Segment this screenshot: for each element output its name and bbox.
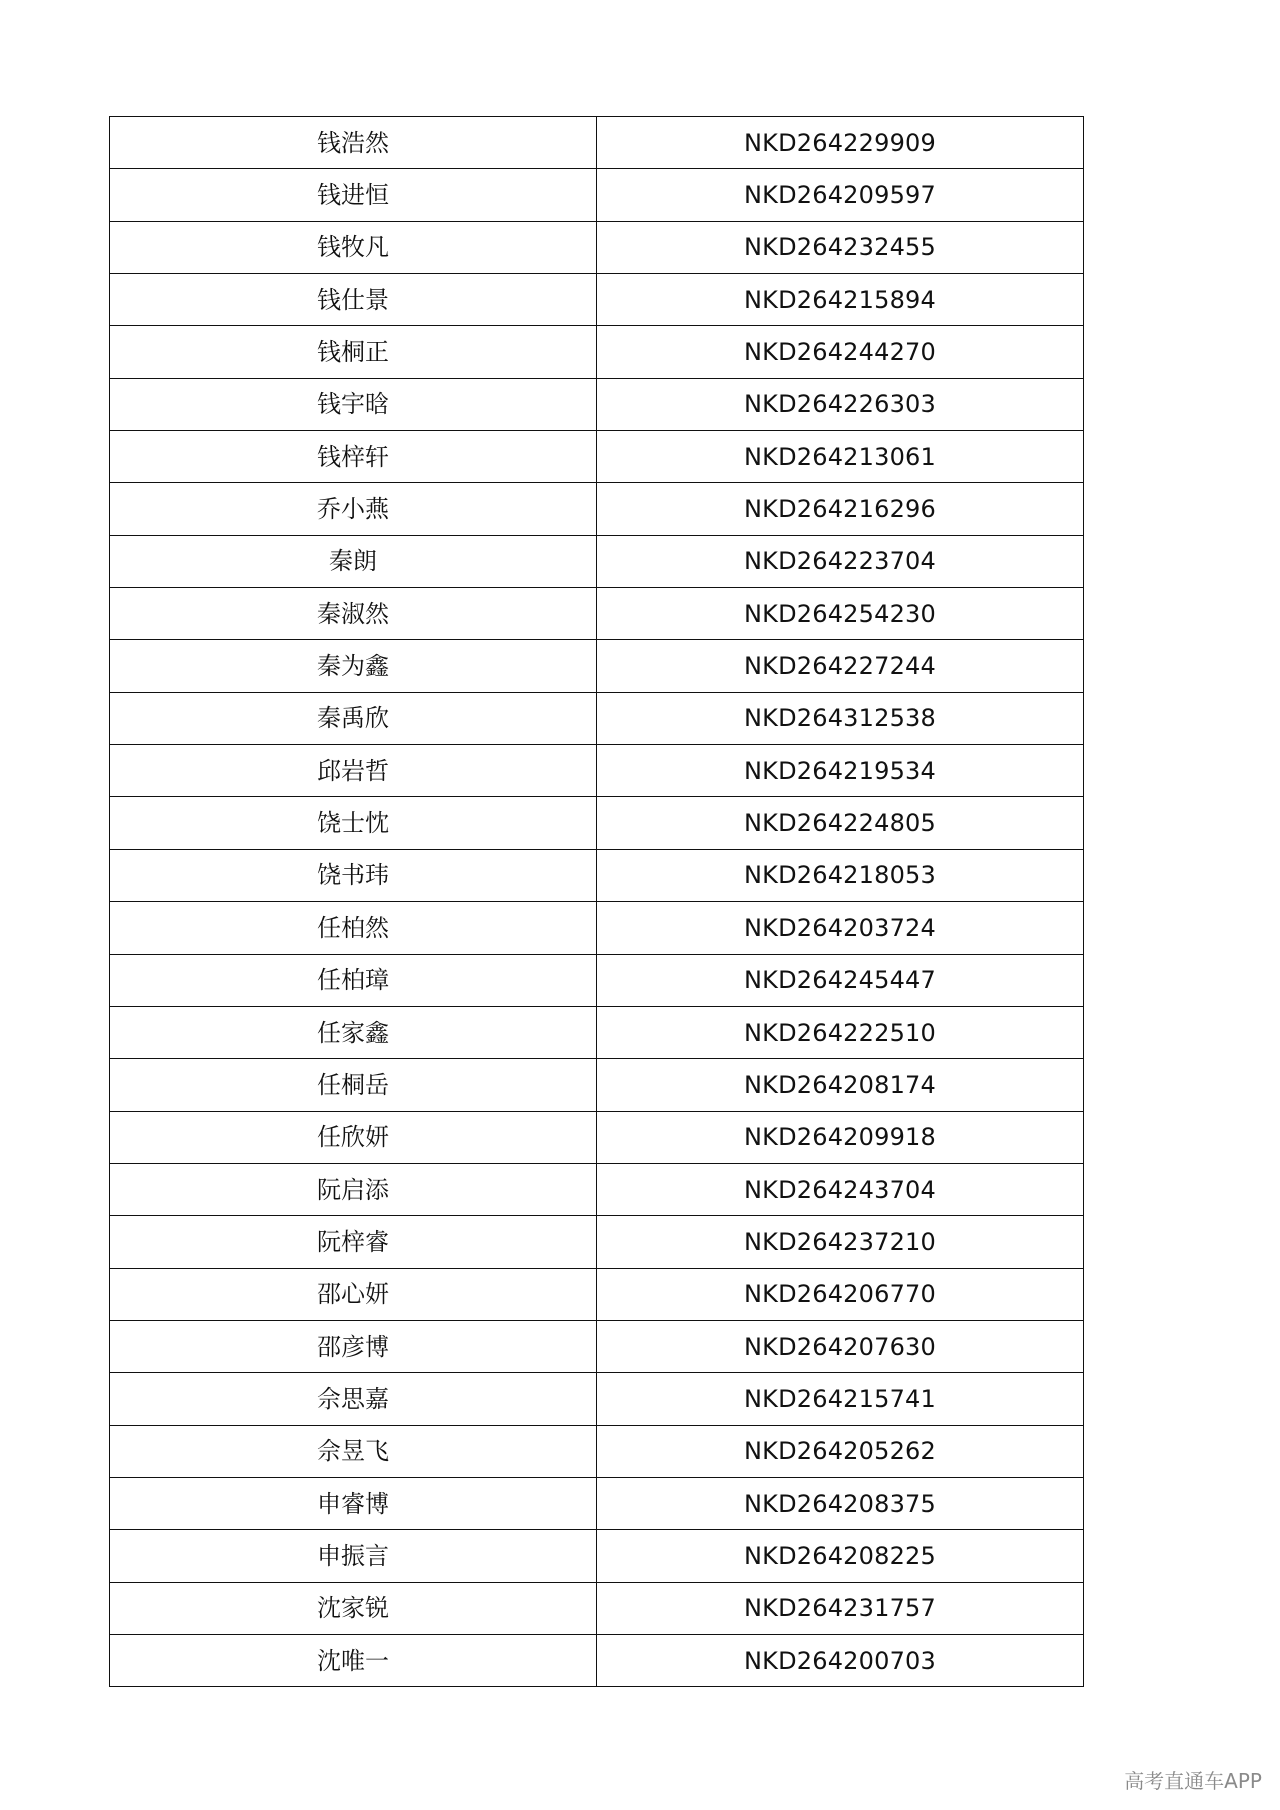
table-row (110, 274, 1084, 326)
table-row (110, 902, 1084, 954)
student-name-cell: 钱桐正 (110, 326, 597, 378)
table-row (110, 692, 1084, 744)
watermark-text: 高考直通车APP (1124, 1769, 1262, 1793)
table-row (110, 1634, 1084, 1686)
registration-id-cell: NKD264312538 (597, 692, 1084, 744)
table-row (110, 745, 1084, 797)
table-row (110, 1373, 1084, 1425)
student-name-cell: 邵心妍 (110, 1268, 597, 1320)
table-row (110, 954, 1084, 1006)
registration-id-cell: NKD264229909 (597, 117, 1084, 169)
table-row (110, 1320, 1084, 1372)
registration-id-cell: NKD264215741 (597, 1373, 1084, 1425)
student-name-cell: 邵彦博 (110, 1320, 597, 1372)
student-name-cell: 秦淑然 (110, 588, 597, 640)
registration-id-cell: NKD264219534 (597, 745, 1084, 797)
student-name-cell: 佘思嘉 (110, 1373, 597, 1425)
registration-id-cell: NKD264231757 (597, 1582, 1084, 1634)
student-name-cell: 阮启添 (110, 1163, 597, 1215)
table-row (110, 326, 1084, 378)
student-name-cell: 任欣妍 (110, 1111, 597, 1163)
table-row (110, 1111, 1084, 1163)
table-row (110, 797, 1084, 849)
table-row (110, 1059, 1084, 1111)
registration-id-cell: NKD264227244 (597, 640, 1084, 692)
registration-id-cell: NKD264216296 (597, 483, 1084, 535)
registration-id-cell: NKD264200703 (597, 1634, 1084, 1686)
registration-id-cell: NKD264208225 (597, 1530, 1084, 1582)
registration-id-cell: NKD264209597 (597, 169, 1084, 221)
student-name-cell: 秦为鑫 (110, 640, 597, 692)
registration-id-cell: NKD264237210 (597, 1216, 1084, 1268)
student-name-cell: 秦禹欣 (110, 692, 597, 744)
student-name-cell: 乔小燕 (110, 483, 597, 535)
registration-id-cell: NKD264254230 (597, 588, 1084, 640)
registration-id-cell: NKD264223704 (597, 535, 1084, 587)
registration-id-cell: NKD264213061 (597, 431, 1084, 483)
registration-id-cell: NKD264222510 (597, 1006, 1084, 1058)
student-name-cell: 饶士忱 (110, 797, 597, 849)
registration-id-cell: NKD264215894 (597, 274, 1084, 326)
table-row (110, 849, 1084, 901)
student-name-cell: 钱浩然 (110, 117, 597, 169)
table-row (110, 221, 1084, 273)
student-name-cell: 秦朗 (110, 535, 597, 587)
student-name-cell: 申振言 (110, 1530, 597, 1582)
table-row (110, 117, 1084, 169)
student-name-cell: 任柏然 (110, 902, 597, 954)
student-name-cell: 阮梓睿 (110, 1216, 597, 1268)
registration-id-cell: NKD264226303 (597, 378, 1084, 430)
registration-id-cell: NKD264224805 (597, 797, 1084, 849)
student-name-cell: 任桐岳 (110, 1059, 597, 1111)
registration-id-cell: NKD264207630 (597, 1320, 1084, 1372)
registration-id-cell: NKD264203724 (597, 902, 1084, 954)
table-row (110, 169, 1084, 221)
registration-id-cell: NKD264205262 (597, 1425, 1084, 1477)
student-name-cell: 钱仕景 (110, 274, 597, 326)
student-name-cell: 邱岩哲 (110, 745, 597, 797)
student-name-cell: 申睿博 (110, 1477, 597, 1529)
table-row (110, 1477, 1084, 1529)
registration-id-cell: NKD264206770 (597, 1268, 1084, 1320)
table-row (110, 1425, 1084, 1477)
table-row (110, 1268, 1084, 1320)
registration-id-cell: NKD264218053 (597, 849, 1084, 901)
registration-id-cell: NKD264232455 (597, 221, 1084, 273)
student-name-cell: 任柏璋 (110, 954, 597, 1006)
registration-id-cell: NKD264209918 (597, 1111, 1084, 1163)
roster-table-body (110, 117, 1084, 1687)
table-row (110, 1530, 1084, 1582)
table-row (110, 535, 1084, 587)
table-row (110, 1006, 1084, 1058)
student-name-cell: 钱牧凡 (110, 221, 597, 273)
student-roster-table (109, 116, 1084, 1687)
table-row (110, 1163, 1084, 1215)
student-name-cell: 佘昱飞 (110, 1425, 597, 1477)
table-row (110, 1582, 1084, 1634)
student-name-cell: 钱进恒 (110, 169, 597, 221)
registration-id-cell: NKD264244270 (597, 326, 1084, 378)
table-row (110, 378, 1084, 430)
student-name-cell: 饶书玮 (110, 849, 597, 901)
student-name-cell: 沈唯一 (110, 1634, 597, 1686)
registration-id-cell: NKD264245447 (597, 954, 1084, 1006)
table-row (110, 431, 1084, 483)
registration-id-cell: NKD264208174 (597, 1059, 1084, 1111)
table-row (110, 640, 1084, 692)
table-row (110, 483, 1084, 535)
registration-id-cell: NKD264208375 (597, 1477, 1084, 1529)
student-name-cell: 钱宇晗 (110, 378, 597, 430)
student-name-cell: 沈家锐 (110, 1582, 597, 1634)
student-name-cell: 任家鑫 (110, 1006, 597, 1058)
student-name-cell: 钱梓轩 (110, 431, 597, 483)
table-row (110, 588, 1084, 640)
table-row (110, 1216, 1084, 1268)
registration-id-cell: NKD264243704 (597, 1163, 1084, 1215)
